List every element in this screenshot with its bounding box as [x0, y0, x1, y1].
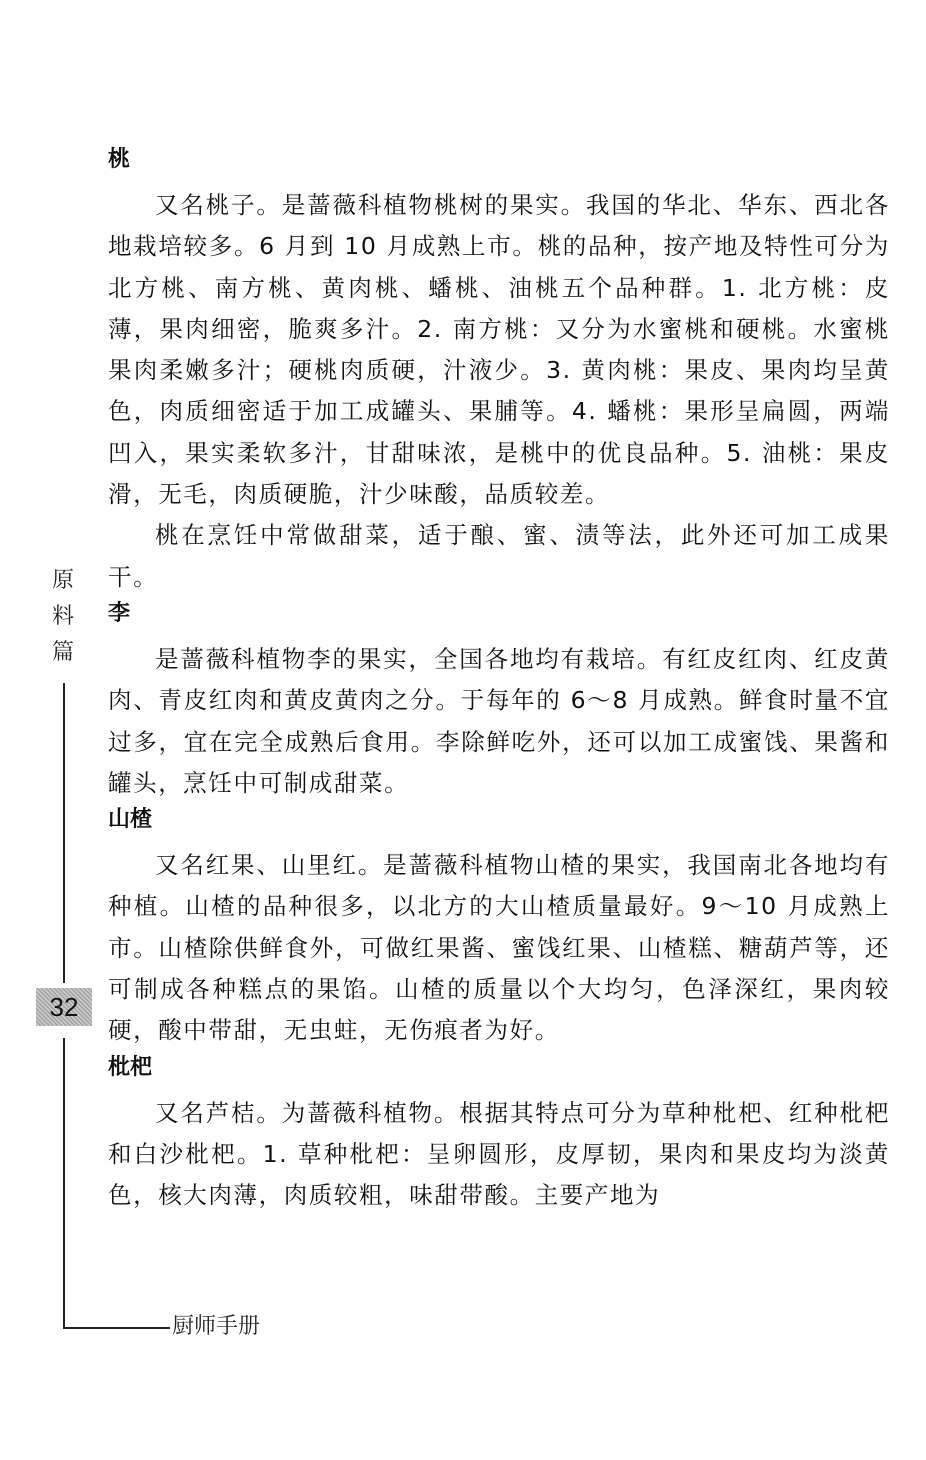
side-label-char: 原	[51, 568, 74, 593]
side-rule	[63, 683, 65, 983]
paragraph: 是蔷薇科植物李的果实，全国各地均有栽培。有红皮红肉、红皮黄肉、青皮红肉和黄皮黄肉之分。于每年的 6～8 月成熟。鲜食时量不宜过多，宜在完全成熟后食用。李除鲜吃外，还可以加工成蜜饯、果酱和罐头，烹饪中可制成甜菜。	[108, 644, 890, 797]
main-text	[108, 144, 890, 1217]
section-loquat	[108, 1052, 890, 1217]
paragraph: 又名桃子。是蔷薇科植物桃树的果实。我国的华北、华东、西北各地栽培较多。6 月到 10 月成熟上市。桃的品种，按产地及特性可分为北方桃、南方桃、黄肉桃、蟠桃、油桃五个品种群。1. 北方桃：皮薄，果肉细密，脆爽多汁。2. 南方桃：又分为水蜜桃和硬桃。水蜜桃果肉柔嫩多汁；硬桃肉质硬，汁液少。3. 黄肉桃：果皮、果肉均呈黄色，肉质细密适于加工成罐头、果脯等。4. 蟠桃：果形呈扁圆，两端凹入，果实柔软多汁，甘甜味浓，是桃中的优良品种。5. 油桃：果皮滑，无毛，肉质硬脆，汁少味酸，品质较差。	[108, 191, 890, 509]
paragraph: 桃在烹饪中常做甜菜，适于酿、蜜、渍等法，此外还可加工成果干。	[108, 521, 890, 591]
side-rule	[63, 1038, 65, 1328]
section-title: 山楂	[108, 807, 153, 833]
footer-book-title: 厨师手册	[172, 1314, 261, 1339]
page-number: 32	[36, 988, 92, 1026]
section-title: 李	[108, 600, 131, 626]
paragraph: 又名芦桔。为蔷薇科植物。根据其特点可分为草种枇杷、红种枇杷和白沙枇杷。1. 草种枇杷：呈卵圆形，皮厚韧，果肉和果皮均为淡黄色，核大肉薄，肉质较粗，味甜带酸。主要产地为	[108, 1098, 890, 1210]
section-peach	[108, 144, 890, 598]
section-plum	[108, 598, 890, 804]
section-title: 桃	[108, 147, 131, 172]
footer-rule	[63, 1327, 170, 1329]
side-section-label	[50, 563, 76, 671]
section-hawthorn	[108, 804, 890, 1051]
section-title: 枇杷	[108, 1054, 153, 1080]
side-label-char: 料	[51, 604, 74, 629]
paragraph: 又名红果、山里红。是蔷薇科植物山楂的果实，我国南北各地均有种植。山楂的品种很多，以北方的大山楂质量最好。9～10 月成熟上市。山楂除供鲜食外，可做红果酱、蜜饯红果、山楂糕、糖葫芦等，还可制成各种糕点的果馅。山楂的质量以个大均匀，色泽深红，果肉较硬，酸中带甜，无虫蛀，无伤痕者为好。	[108, 851, 890, 1045]
side-label-char: 篇	[51, 640, 74, 665]
